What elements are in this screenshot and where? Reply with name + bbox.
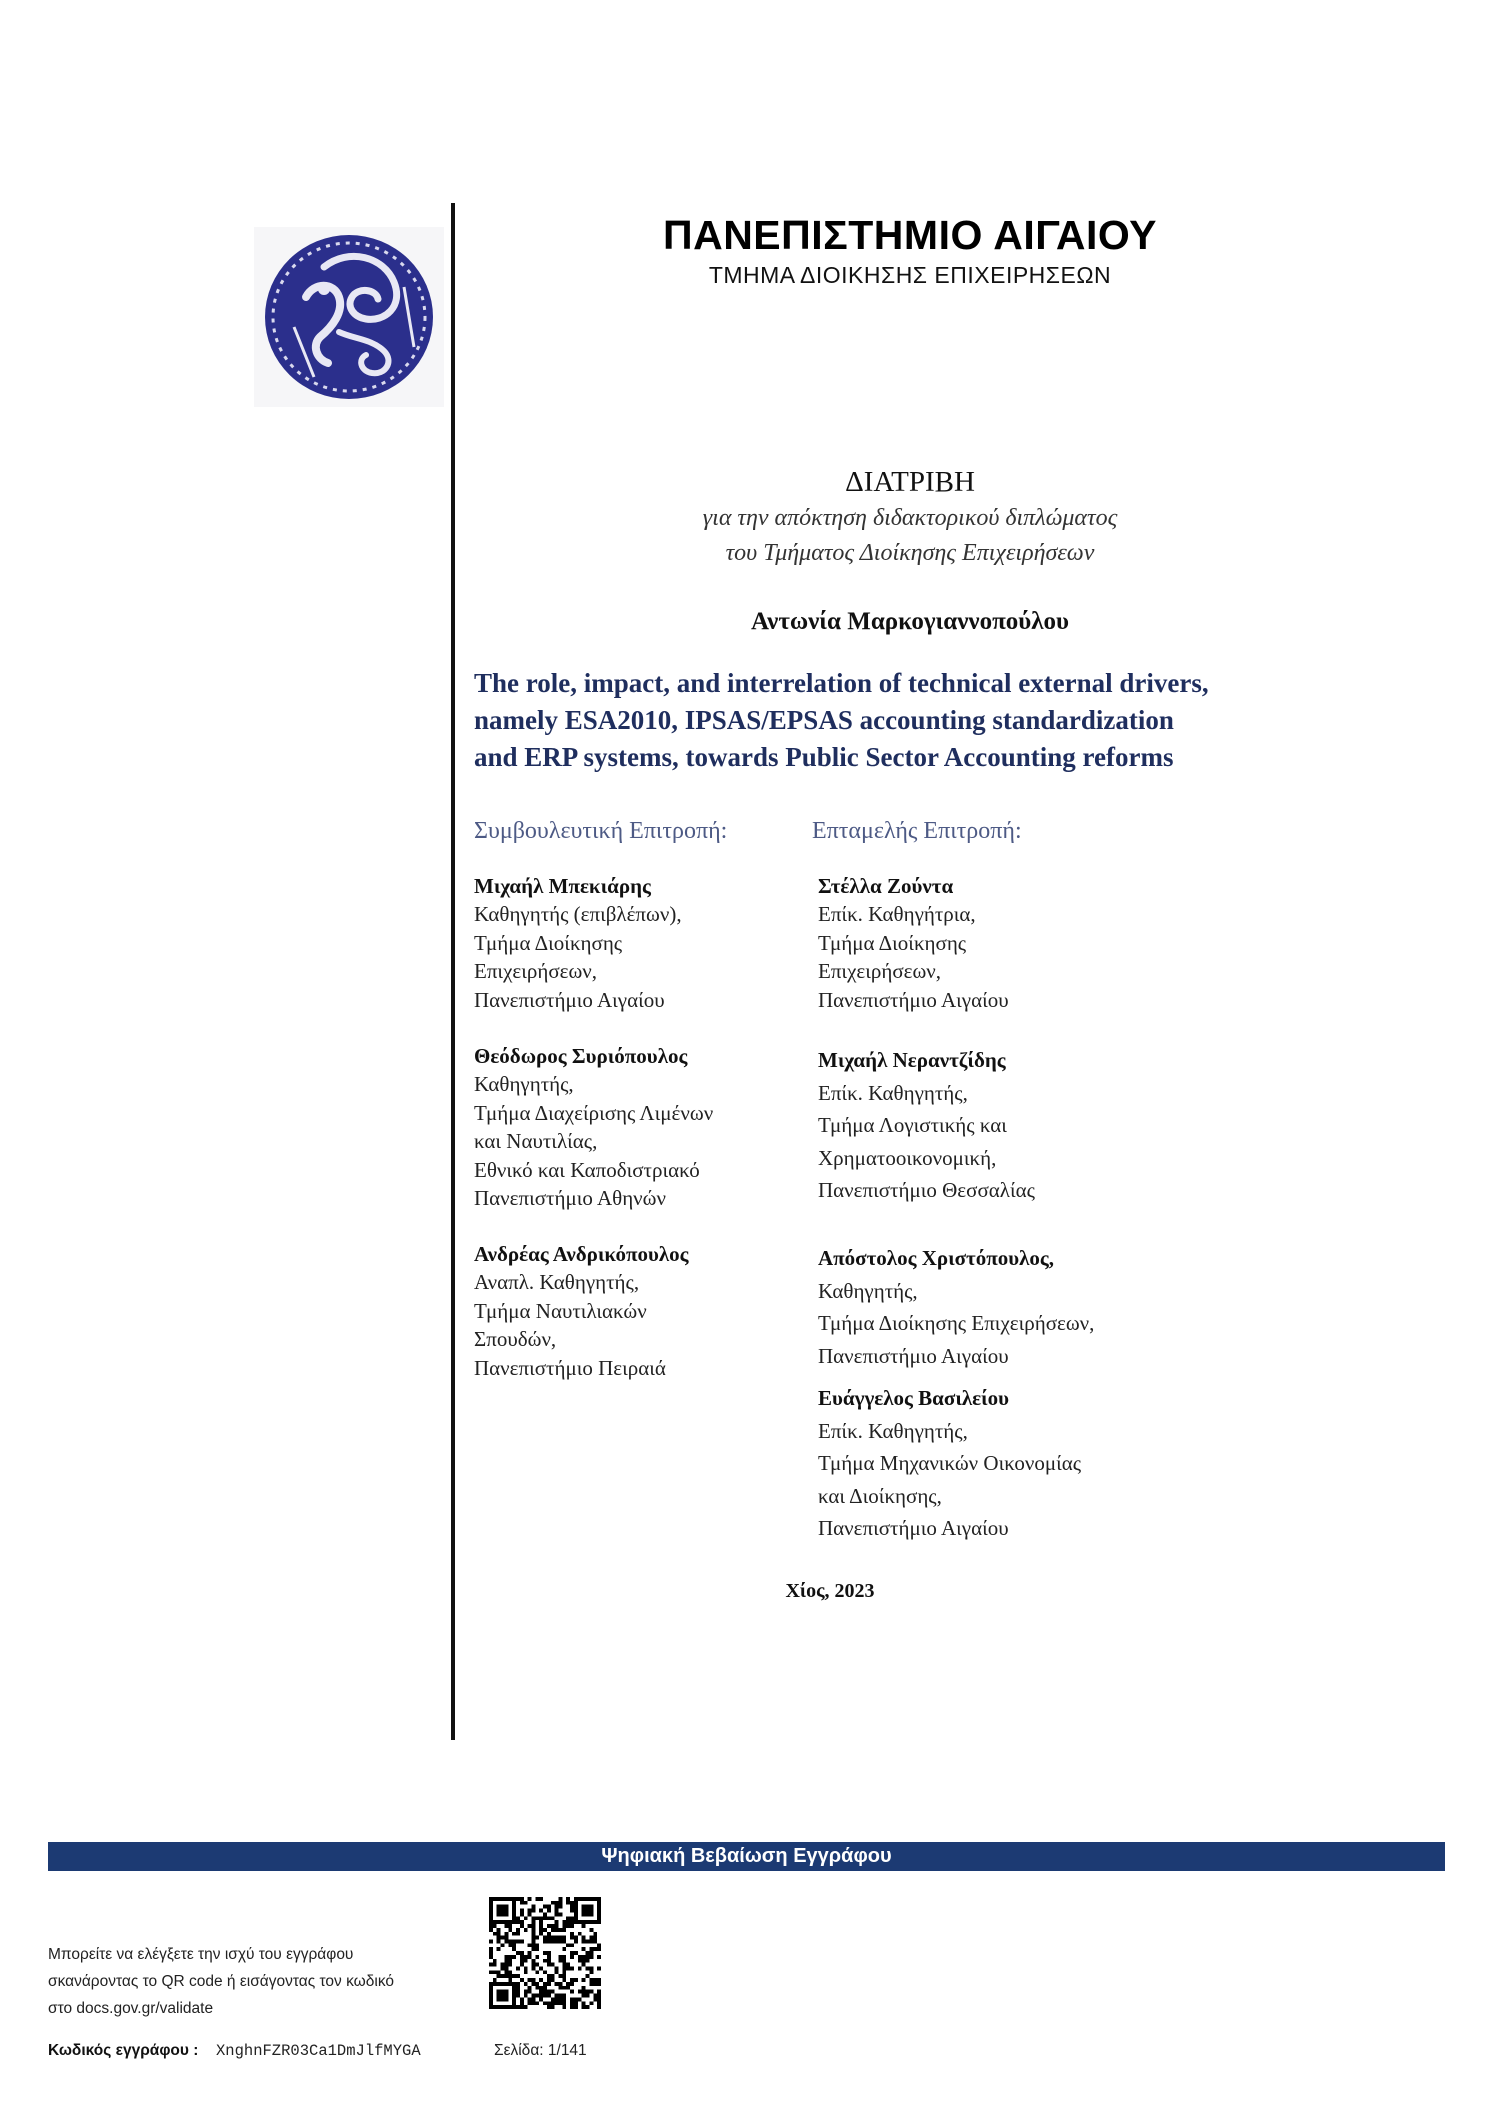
member-detail: Τμήμα Διοίκησης Επιχειρήσεων, — [818, 1311, 1095, 1335]
qr-code-icon[interactable] — [489, 1897, 601, 2009]
member-name: Μιχαήλ Νεραντζίδης — [818, 1048, 1006, 1072]
purpose-line-1: για την απόκτηση διδακτορικού διπλώματος — [702, 505, 1118, 531]
member-detail: Τμήμα Ναυτιλιακών — [474, 1298, 647, 1323]
verification-info-line: Μπορείτε να ελέγξετε την ισχύ του εγγράφου — [48, 1946, 354, 1963]
member-detail: Καθηγητής, — [818, 1278, 918, 1303]
university-seal-icon — [254, 227, 444, 407]
member-detail: Πανεπιστήμιο Αιγαίου — [818, 1343, 1009, 1368]
examining-member — [818, 1382, 1081, 1545]
examining-member — [818, 872, 1009, 1014]
member-detail: Αναπλ. Καθηγητής, — [474, 1270, 640, 1295]
author-name: Αντωνία Μαρκογιαννοπούλου — [750, 608, 1070, 635]
member-name: Στέλλα Ζούντα — [818, 874, 954, 898]
member-name: Ανδρέας Ανδρικόπουλος — [474, 1242, 689, 1266]
member-detail: και Ναυτιλίας, — [474, 1129, 598, 1154]
verification-banner: Ψηφιακή Βεβαίωση Εγγράφου — [48, 1842, 1445, 1871]
member-detail: Τμήμα Διοίκησης — [818, 930, 967, 955]
member-detail: Σπουδών, — [474, 1327, 557, 1352]
document-type: ΔΙΑΤΡΙΒΗ — [845, 466, 975, 498]
advisory-member — [474, 872, 682, 1014]
member-detail: Καθηγητής (επιβλέπων), — [474, 902, 682, 927]
verification-info-line: στο docs.gov.gr/validate — [48, 2000, 214, 2017]
examining-committee-heading: Επταμελής Επιτροπή: — [812, 818, 1022, 844]
advisory-committee-heading: Συμβουλευτική Επιτροπή: — [474, 818, 728, 844]
member-name: Θεόδωρος Συριόπουλος — [474, 1044, 688, 1068]
member-name: Απόστολος Χριστόπουλος, — [818, 1246, 1055, 1270]
thesis-title-line-1: The role, impact, and interrelation of technical external drivers, — [474, 668, 1209, 698]
member-detail: Τμήμα Διαχείρισης Λιμένων — [474, 1100, 714, 1125]
member-detail: Πανεπιστήμιο Αθηνών — [474, 1186, 666, 1211]
verification-info-line: σκανάροντας το QR code ή εισάγοντας τον κωδικό — [48, 1973, 394, 1990]
member-detail: Επίκ. Καθηγήτρια, — [818, 902, 976, 927]
document-code-label: Κωδικός εγγράφου : — [48, 2042, 199, 2059]
member-detail: Τμήμα Διοίκησης — [474, 930, 623, 955]
examining-member — [818, 1242, 1094, 1372]
member-detail: Πανεπιστήμιο Αιγαίου — [818, 987, 1009, 1012]
member-detail: Τμήμα Μηχανικών Οικονομίας — [818, 1451, 1082, 1475]
page-number: Σελίδα: 1/141 — [494, 2042, 587, 2059]
member-detail: και Διοίκησης, — [818, 1483, 942, 1508]
university-name: ΠΑΝΕΠΙΣΤΗΜΙΟ ΑΙΓΑΙΟΥ — [662, 212, 1157, 258]
advisory-member — [474, 1240, 689, 1382]
member-detail: Πανεπιστήμιο Αιγαίου — [818, 1516, 1009, 1540]
member-detail: Πανεπιστήμιο Θεσσαλίας — [818, 1178, 1035, 1202]
member-detail: Πανεπιστήμιο Αιγαίου — [474, 987, 665, 1012]
member-name: Ευάγγελος Βασιλείου — [818, 1386, 1010, 1410]
department-name: ΤΜΗΜΑ ΔΙΟΙΚΗΣΗΣ ΕΠΙΧΕΙΡΗΣΕΩΝ — [708, 262, 1112, 288]
thesis-title-line-2: namely ESA2010, IPSAS/EPSAS accounting standardization — [474, 705, 1174, 735]
member-detail: Καθηγητής, — [474, 1072, 574, 1097]
examining-member — [818, 1044, 1035, 1207]
document-code-value: XnghnFZR03Ca1DmJlfMYGA — [216, 2042, 421, 2060]
member-detail: Πανεπιστήμιο Πειραιά — [474, 1355, 666, 1380]
member-detail: Επιχειρήσεων, — [474, 959, 598, 984]
member-detail: Επίκ. Καθηγητής, — [818, 1080, 968, 1105]
advisory-member — [474, 1042, 713, 1212]
member-detail: Επιχειρήσεων, — [818, 959, 942, 984]
purpose-line-2: του Τμήματος Διοίκησης Επιχειρήσεων — [725, 540, 1095, 566]
member-detail: Επίκ. Καθηγητής, — [818, 1418, 968, 1443]
member-detail: Τμήμα Λογιστικής και — [818, 1113, 1007, 1137]
vertical-divider — [451, 203, 455, 1740]
place-and-date: Χίος, 2023 — [785, 1580, 875, 1602]
member-detail: Χρηματοοικονομική, — [818, 1145, 997, 1170]
member-detail: Εθνικό και Καποδιστριακό — [474, 1157, 700, 1182]
thesis-title-line-3: and ERP systems, towards Public Sector Accounting reforms — [474, 742, 1174, 772]
member-name: Μιχαήλ Μπεκιάρης — [474, 874, 651, 898]
